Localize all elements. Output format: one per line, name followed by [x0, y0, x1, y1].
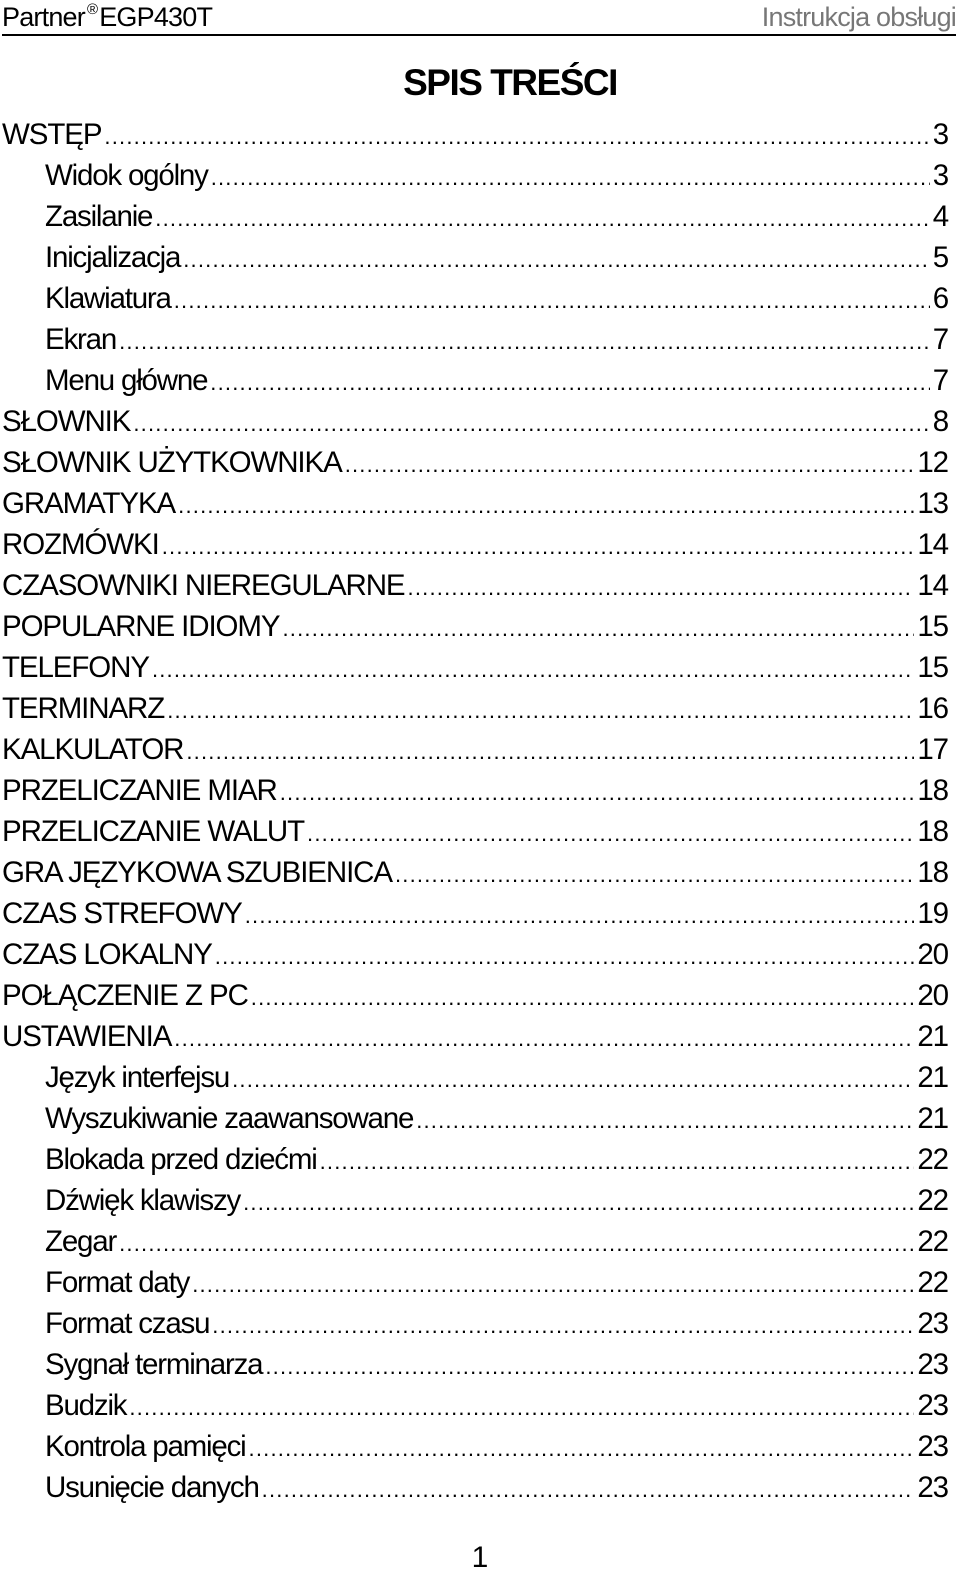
toc-entry-page: 4	[932, 200, 948, 233]
toc-dot-leader	[212, 1305, 914, 1346]
toc-entry[interactable]	[2, 319, 948, 360]
toc-entry-page: 18	[917, 774, 948, 807]
toc-dot-leader	[262, 1469, 915, 1510]
toc-entry-label: TELEFONY	[2, 651, 149, 684]
toc-dot-leader	[282, 608, 914, 649]
toc-entry[interactable]	[2, 811, 948, 852]
toc-entry-page: 7	[932, 364, 948, 397]
registered-trademark: ®	[86, 1, 98, 18]
toc-entry-label: Klawiatura	[45, 282, 171, 315]
toc-entry[interactable]	[2, 1139, 948, 1180]
toc-entry-label: GRA JĘZYKOWA SZUBIENICA	[2, 856, 392, 889]
toc-entry-label: Widok ogólny	[45, 159, 208, 192]
toc-dot-leader	[192, 1264, 914, 1305]
toc-entry[interactable]	[2, 688, 948, 729]
toc-entry[interactable]	[2, 729, 948, 770]
toc-entry-label: TERMINARZ	[2, 692, 165, 725]
toc-entry[interactable]	[2, 1098, 948, 1139]
toc-dot-leader	[408, 567, 915, 608]
toc-entry-page: 21	[917, 1102, 948, 1135]
toc-entry-page: 3	[932, 118, 948, 151]
toc-entry[interactable]	[2, 1221, 948, 1262]
toc-entry[interactable]	[2, 770, 948, 811]
toc-entry[interactable]	[2, 237, 948, 278]
page-header	[2, 0, 956, 36]
toc-entry[interactable]	[2, 565, 948, 606]
toc-entry-page: 22	[917, 1266, 948, 1299]
toc-dot-leader	[416, 1100, 914, 1141]
toc-entry-label: SŁOWNIK UŻYTKOWNIKA	[2, 446, 342, 479]
toc-dot-leader	[119, 1223, 914, 1264]
toc-entry[interactable]	[2, 360, 948, 401]
toc-entry[interactable]	[2, 606, 948, 647]
toc-entry-page: 13	[917, 487, 948, 520]
toc-entry[interactable]	[2, 1426, 948, 1467]
toc-entry[interactable]	[2, 934, 948, 975]
toc-entry-label: Format daty	[45, 1266, 190, 1299]
toc-title: SPIS TREŚCI	[403, 62, 617, 103]
toc-dot-leader	[395, 854, 914, 895]
toc-entry-label: Blokada przed dziećmi	[45, 1143, 317, 1176]
toc-entry[interactable]	[2, 1057, 948, 1098]
toc-entry-page: 23	[917, 1348, 948, 1381]
toc-entry-page: 19	[917, 897, 948, 930]
toc-dot-leader	[251, 977, 915, 1018]
toc-entry[interactable]	[2, 893, 948, 934]
toc-dot-leader	[129, 1387, 914, 1428]
toc-entry-label: ROZMÓWKI	[2, 528, 159, 561]
toc-entry-label: GRAMATYKA	[2, 487, 176, 520]
toc-entry-page: 5	[932, 241, 948, 274]
toc-entry-label: Budzik	[45, 1389, 127, 1422]
toc-entry-page: 16	[917, 692, 948, 725]
toc-entry[interactable]	[2, 1385, 948, 1426]
toc-entry-label: SŁOWNIK	[2, 405, 131, 438]
toc-entry[interactable]	[2, 278, 948, 319]
toc-entry-label: POŁĄCZENIE Z PC	[2, 979, 248, 1012]
toc-dot-leader	[104, 116, 929, 157]
toc-entry[interactable]	[2, 483, 948, 524]
header-doc-type: Instrukcja obsługi	[761, 2, 956, 32]
toc-entry[interactable]	[2, 196, 948, 237]
toc-dot-leader	[162, 526, 915, 567]
toc-entry-label: PRZELICZANIE MIAR	[2, 774, 277, 807]
toc-entry[interactable]	[2, 524, 948, 565]
toc-dot-leader	[174, 280, 930, 321]
toc-entry-page: 22	[917, 1225, 948, 1258]
toc-entry-page: 23	[917, 1430, 948, 1463]
toc-dot-leader	[178, 485, 914, 526]
toc-entry-page: 22	[917, 1184, 948, 1217]
toc-entry-page: 15	[917, 610, 948, 643]
toc-entry-page: 22	[917, 1143, 948, 1176]
toc-entry-label: Zegar	[45, 1225, 117, 1258]
toc-entry[interactable]	[2, 1180, 948, 1221]
toc-entry-page: 23	[917, 1471, 948, 1504]
toc-entry[interactable]	[2, 1016, 948, 1057]
toc-entry-page: 18	[917, 815, 948, 848]
toc-entry-page: 12	[917, 446, 948, 479]
toc-dot-leader	[183, 239, 929, 280]
toc-entry-page: 14	[917, 569, 948, 602]
toc-entry[interactable]	[2, 975, 948, 1016]
toc-entry-page: 23	[917, 1307, 948, 1340]
toc-dot-leader	[280, 772, 915, 813]
toc-entry[interactable]	[2, 1467, 948, 1508]
toc-entry-page: 18	[917, 856, 948, 889]
toc-entry-label: Zasilanie	[45, 200, 153, 233]
toc-dot-leader	[210, 362, 929, 403]
toc-dot-leader	[186, 731, 914, 772]
toc-dot-leader	[174, 1018, 914, 1059]
toc-entry[interactable]	[2, 852, 948, 893]
toc-dot-leader	[133, 403, 929, 444]
toc-entry-page: 20	[917, 938, 948, 971]
toc-entry-label: Wyszukiwanie zaawansowane	[45, 1102, 414, 1135]
page-number: 1	[471, 1541, 489, 1574]
toc-dot-leader	[249, 1428, 915, 1469]
toc-entry-label: USTAWIENIA	[2, 1020, 172, 1053]
toc-entry-page: 21	[917, 1061, 948, 1094]
toc-dot-leader	[307, 813, 914, 854]
toc-entry-label: Dźwięk klawiszy	[45, 1184, 241, 1217]
toc-dot-leader	[265, 1346, 914, 1387]
table-of-contents	[2, 114, 948, 1508]
toc-dot-leader	[119, 321, 930, 362]
toc-entry-label: POPULARNE IDIOMY	[2, 610, 280, 643]
toc-entry[interactable]	[2, 1262, 948, 1303]
toc-entry[interactable]	[2, 647, 948, 688]
toc-entry-label: WSTĘP	[2, 118, 102, 151]
toc-entry-label: Inicjalizacja	[45, 241, 181, 274]
toc-entry-page: 23	[917, 1389, 948, 1422]
toc-dot-leader	[245, 895, 915, 936]
toc-dot-leader	[320, 1141, 915, 1182]
toc-entry-label: Ekran	[45, 323, 117, 356]
toc-entry-label: Kontrola pamięci	[45, 1430, 246, 1463]
toc-entry-page: 17	[917, 733, 948, 766]
toc-entry-label: Sygnał terminarza	[45, 1348, 263, 1381]
toc-entry-label: PRZELICZANIE WALUT	[2, 815, 305, 848]
toc-entry-page: 3	[932, 159, 948, 192]
toc-dot-leader	[152, 649, 914, 690]
toc-entry-label: CZAS LOKALNY	[2, 938, 212, 971]
toc-entry-label: CZAS STREFOWY	[2, 897, 242, 930]
toc-dot-leader	[243, 1182, 914, 1223]
toc-entry[interactable]	[2, 442, 948, 483]
toc-entry[interactable]	[2, 401, 948, 442]
toc-entry-page: 8	[932, 405, 948, 438]
header-product: Partner	[2, 2, 85, 32]
toc-entry-label: CZASOWNIKI NIEREGULARNE	[2, 569, 405, 602]
toc-entry-page: 7	[932, 323, 948, 356]
header-product-name	[2, 0, 212, 34]
toc-dot-leader	[345, 444, 915, 485]
toc-entry-label: KALKULATOR	[2, 733, 184, 766]
toc-entry-page: 6	[932, 282, 948, 315]
toc-entry-label: Menu główne	[45, 364, 208, 397]
toc-dot-leader	[215, 936, 915, 977]
header-model: EGP430T	[99, 2, 213, 32]
toc-entry-label: Format czasu	[45, 1307, 210, 1340]
toc-entry[interactable]	[2, 1303, 948, 1344]
toc-dot-leader	[155, 198, 929, 239]
toc-dot-leader	[232, 1059, 914, 1100]
toc-dot-leader	[167, 690, 914, 731]
toc-entry-page: 20	[917, 979, 948, 1012]
toc-entry-label: Usunięcie danych	[45, 1471, 259, 1504]
toc-entry-page: 15	[917, 651, 948, 684]
toc-entry-page: 21	[917, 1020, 948, 1053]
toc-entry[interactable]	[2, 114, 948, 155]
toc-entry[interactable]	[2, 155, 948, 196]
toc-entry[interactable]	[2, 1344, 948, 1385]
toc-entry-label: Język interfejsu	[45, 1061, 230, 1094]
toc-entry-page: 14	[917, 528, 948, 561]
toc-dot-leader	[211, 157, 930, 198]
